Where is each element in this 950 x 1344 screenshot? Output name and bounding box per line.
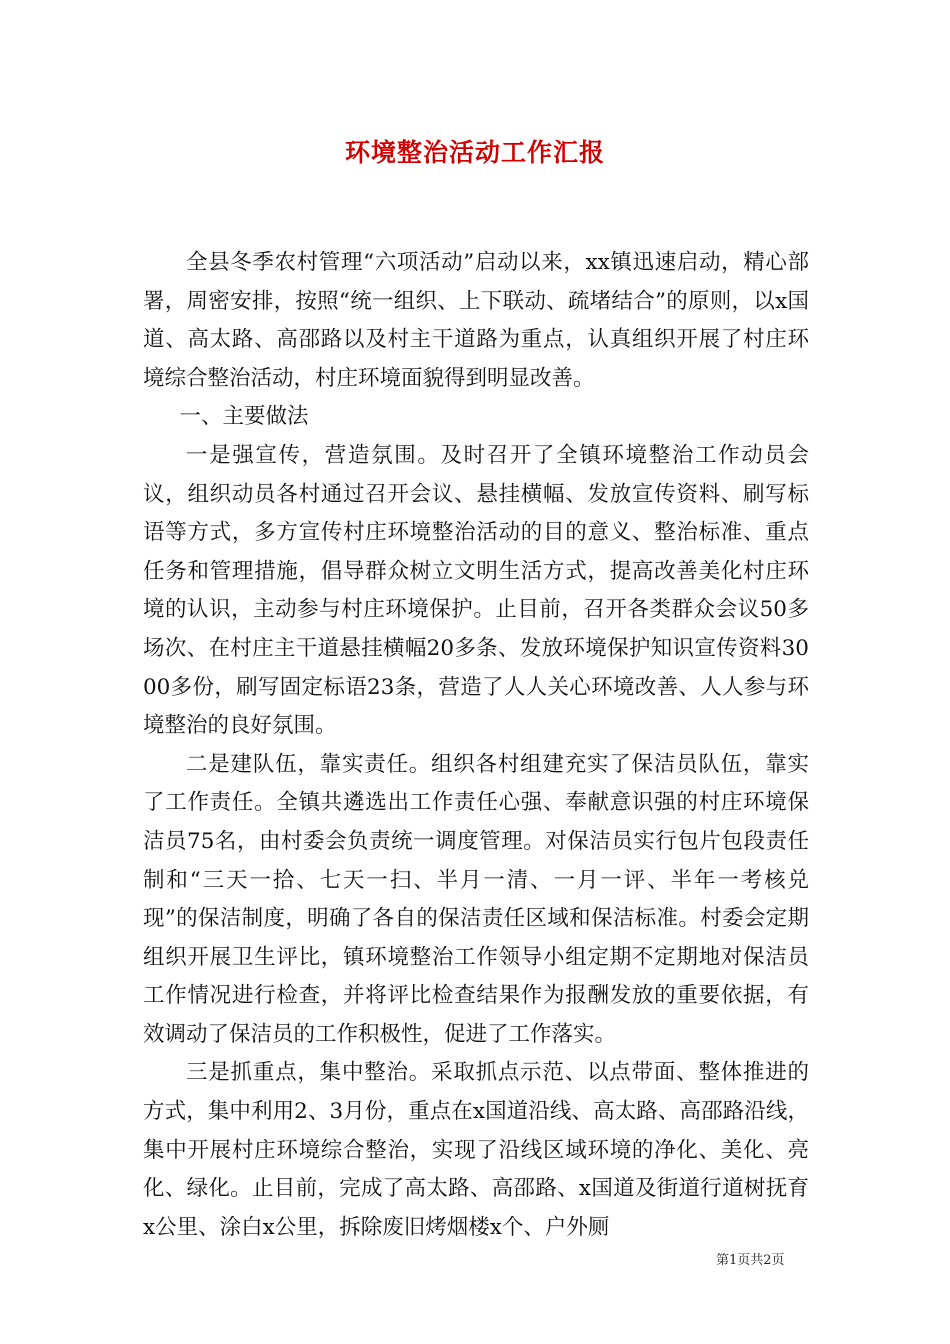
paragraph-publicity: 一是强宣传，营造氛围。及时召开了全镇环境整治工作动员会议，组织动员各村通过召开会议、悬挂横幅、发放宣传资料、刷写标语等方式，多方宣传村庄环境整治活动的目的意义、整治标准、重点任务和管理措施，倡导群众树立文明生活方式，提高改善美化村庄环境的认识，主动参与村庄环境保护。止目前，召开各类群众会议50多场次、在村庄主干道悬挂横幅20多条、发放环境保护知识宣传资料3000多份，刷写固定标语23条，营造了人人关心环境改善、人人参与环境整治的良好氛围。 <box>143 442 809 739</box>
intro-paragraph: 全县冬季农村管理“六项活动”启动以来，xx镇迅速启动，精心部署，周密安排，按照“统一组织、上下联动、疏堵结合”的原则，以x国道、高太路、高邵路以及村主干道路为重点，认真组织开展了村庄环境综合整治活动，村庄环境面貌得到明显改善。 <box>143 250 809 391</box>
document-title: 环境整治活动工作汇报 <box>344 138 605 167</box>
section-heading: 一、主要做法 <box>179 404 309 430</box>
paragraph-team: 二是建队伍，靠实责任。组织各村组建充实了保洁员队伍，靠实了工作责任。全镇共遴选出工作责任心强、奉献意识强的村庄环境保洁员75名，由村委会负责统一调度管理。对保洁员实行包片包段责任制和“三天一拾、七天一扫、半月一清、一月一评、半年一考核兑现”的保洁制度，明确了各自的保洁责任区域和保洁标准。村委会定期组织开展卫生评比，镇环境整治工作领导小组定期不定期地对保洁员工作情况进行检查，并将评比检查结果作为报酬发放的重要依据，有效调动了保洁员的工作积极性，促进了工作落实。 <box>143 751 809 1047</box>
page-number: 第1页共2页 <box>716 1253 785 1268</box>
paragraph-focus: 三是抓重点，集中整治。采取抓点示范、以点带面、整体推进的方式，集中利用2、3月份，重点在x国道沿线、高太路、高邵路沿线，集中开展村庄环境综合整治，实现了沿线区域环境的净化、美化、亮化、绿化。止目前，完成了高太路、高邵路、x国道及街道行道树抚育x公里、涂白x公里，拆除废旧烤烟楼x个、户外厕 <box>143 1060 809 1240</box>
document-body <box>143 244 809 1247</box>
